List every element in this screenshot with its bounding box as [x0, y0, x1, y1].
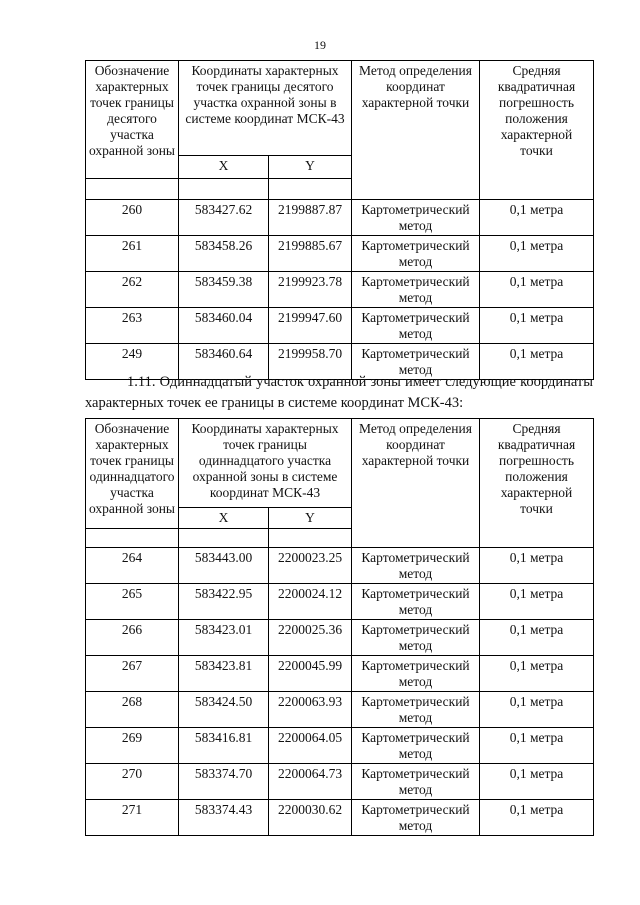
cell-x: 583422.95 [179, 584, 269, 620]
table-row [86, 584, 594, 620]
page-number: 19 [314, 38, 326, 52]
cell-x: 583458.26 [179, 236, 269, 272]
cell-error: 0,1 метра [480, 620, 594, 656]
table-row [86, 656, 594, 692]
table-row [86, 200, 594, 236]
header-coordinates: Координаты характерных точек границы десятого участка охранной зоны в системе координат МСК-43 [179, 61, 352, 156]
cell-point: 270 [86, 764, 179, 800]
cell-error: 0,1 метра [480, 764, 594, 800]
header-spacer [179, 179, 269, 200]
header-designation: Обозначение характерных точек границы одиннадцатого участка охранной зоны [86, 419, 179, 529]
header-error: Средняя квадратичная погрешность положения характерной точки [480, 61, 594, 200]
cell-point: 262 [86, 272, 179, 308]
cell-error: 0,1 метра [480, 200, 594, 236]
cell-point: 260 [86, 200, 179, 236]
cell-method: Картометрический метод [352, 620, 480, 656]
table-row [86, 692, 594, 728]
cell-y: 2200030.62 [269, 800, 352, 836]
cell-method: Картометрический метод [352, 272, 480, 308]
cell-y: 2200063.93 [269, 692, 352, 728]
cell-x: 583424.50 [179, 692, 269, 728]
cell-point: 249 [86, 344, 179, 380]
cell-point: 264 [86, 548, 179, 584]
header-spacer [86, 529, 179, 548]
header-x: X [179, 508, 269, 529]
table-row [86, 728, 594, 764]
cell-error: 0,1 метра [480, 692, 594, 728]
header-method: Метод определения координат характерной точки [352, 419, 480, 548]
cell-error: 0,1 метра [480, 728, 594, 764]
header-designation: Обозначение характерных точек границы десятого участка охранной зоны [86, 61, 179, 179]
header-method: Метод определения координат характерной точки [352, 61, 480, 200]
cell-point: 265 [86, 584, 179, 620]
header-error: Средняя квадратичная погрешность положения характерной точки [480, 419, 594, 548]
cell-error: 0,1 метра [480, 308, 594, 344]
cell-point: 268 [86, 692, 179, 728]
cell-y: 2199887.87 [269, 200, 352, 236]
cell-x: 583460.64 [179, 344, 269, 380]
header-spacer [86, 179, 179, 200]
cell-y: 2200023.25 [269, 548, 352, 584]
cell-error: 0,1 метра [480, 800, 594, 836]
cell-method: Картометрический метод [352, 656, 480, 692]
table-row [86, 236, 594, 272]
cell-y: 2200064.05 [269, 728, 352, 764]
cell-method: Картометрический метод [352, 344, 480, 380]
cell-y: 2200025.36 [269, 620, 352, 656]
header-y: Y [269, 155, 352, 178]
cell-x: 583427.62 [179, 200, 269, 236]
cell-y: 2199923.78 [269, 272, 352, 308]
header-spacer [269, 529, 352, 548]
cell-error: 0,1 метра [480, 236, 594, 272]
cell-point: 267 [86, 656, 179, 692]
cell-x: 583416.81 [179, 728, 269, 764]
cell-y: 2200045.99 [269, 656, 352, 692]
table-row [86, 548, 594, 584]
table-row [86, 800, 594, 836]
cell-y: 2200024.12 [269, 584, 352, 620]
cell-y: 2199958.70 [269, 344, 352, 380]
table-row [86, 620, 594, 656]
coordinates-table-zone-10 [85, 60, 594, 380]
cell-error: 0,1 метра [480, 272, 594, 308]
header-spacer [269, 179, 352, 200]
cell-y: 2200064.73 [269, 764, 352, 800]
paragraph-text: 1.11. Одиннадцатый участок охранной зоны имеет следующие координаты характерных точек ее границы в системе координат МСК-43: [85, 374, 593, 411]
table-row [86, 272, 594, 308]
cell-method: Картометрический метод [352, 728, 480, 764]
cell-x: 583423.81 [179, 656, 269, 692]
cell-method: Картометрический метод [352, 200, 480, 236]
cell-error: 0,1 метра [480, 344, 594, 380]
cell-x: 583459.38 [179, 272, 269, 308]
cell-method: Картометрический метод [352, 308, 480, 344]
cell-method: Картометрический метод [352, 584, 480, 620]
cell-point: 263 [86, 308, 179, 344]
cell-method: Картометрический метод [352, 548, 480, 584]
cell-y: 2199947.60 [269, 308, 352, 344]
cell-x: 583374.43 [179, 800, 269, 836]
cell-point: 269 [86, 728, 179, 764]
cell-point: 271 [86, 800, 179, 836]
cell-x: 583423.01 [179, 620, 269, 656]
paragraph-section-1-11 [85, 372, 593, 414]
table-row [86, 764, 594, 800]
coordinates-table-zone-11 [85, 418, 594, 836]
cell-method: Картометрический метод [352, 236, 480, 272]
cell-x: 583460.04 [179, 308, 269, 344]
table-row [86, 308, 594, 344]
cell-y: 2199885.67 [269, 236, 352, 272]
cell-point: 261 [86, 236, 179, 272]
cell-error: 0,1 метра [480, 656, 594, 692]
cell-method: Картометрический метод [352, 764, 480, 800]
cell-x: 583443.00 [179, 548, 269, 584]
cell-method: Картометрический метод [352, 800, 480, 836]
cell-method: Картометрический метод [352, 692, 480, 728]
header-coordinates: Координаты характерных точек границы одиннадцатого участка охранной зоны в системе координат МСК-43 [179, 419, 352, 508]
cell-error: 0,1 метра [480, 548, 594, 584]
cell-point: 266 [86, 620, 179, 656]
cell-error: 0,1 метра [480, 584, 594, 620]
header-spacer [179, 529, 269, 548]
cell-x: 583374.70 [179, 764, 269, 800]
header-x: X [179, 155, 269, 178]
header-y: Y [269, 508, 352, 529]
